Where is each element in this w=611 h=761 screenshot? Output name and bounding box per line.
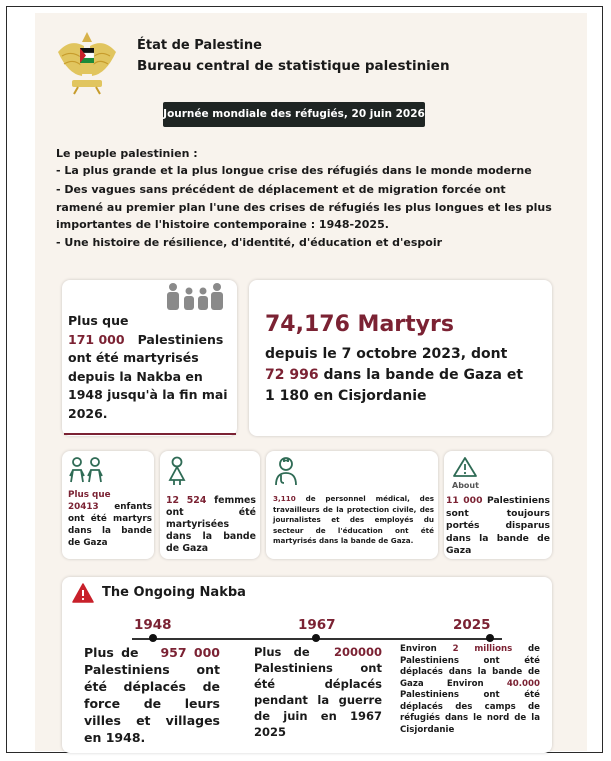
stat-women-rest: femmes ont été martyrisées dans la bande de Gaza	[166, 495, 256, 554]
intro-line-5: - Une histoire de résilience, d'identité, d'éducation et d'espoir	[56, 236, 443, 249]
timeline-1967-rest: Palestiniens ont été déplacés pendant la guerre de juin en 1967 2025	[254, 661, 382, 739]
timeline-2025-pre: Environ	[400, 644, 437, 654]
alert-triangle-icon	[72, 583, 94, 603]
box-left-number: 171 000	[68, 331, 125, 347]
stat-children-text	[68, 489, 152, 549]
timeline-1967-text	[254, 644, 382, 740]
family-icon	[163, 282, 227, 312]
martyrs-since-nakba-text	[68, 312, 234, 423]
martyrs-details	[265, 344, 555, 407]
timeline-year-2025: 2025	[453, 617, 491, 633]
stat-missing-text	[446, 495, 550, 558]
timeline-1948-rest: Palestiniens ont été déplacés de force de leurs villes et villages en 1948.	[84, 662, 220, 745]
timeline-1967-pre: Plus de	[254, 645, 310, 659]
timeline-year-1967: 1967	[298, 617, 336, 633]
timeline-1948-pre: Plus de	[84, 645, 139, 660]
stat-medical-text	[273, 494, 434, 547]
timeline-2025-number-2: 40.000	[506, 678, 540, 689]
woman-icon	[166, 456, 188, 486]
box-right-gaza-number: 72 996	[265, 367, 319, 383]
timeline-year-1948: 1948	[134, 617, 172, 633]
stat-children-rest: ont été martyrs dans la bande de Gaza	[68, 514, 152, 548]
header-state: État de Palestine	[137, 38, 262, 53]
intro-line-1: - La plus grande et la plus longue crise des réfugiés dans le monde moderne	[56, 164, 532, 177]
timeline-title: The Ongoing Nakba	[102, 585, 246, 600]
intro-line-4: importantes de l'histoire contemporaine : 1948-2025.	[56, 218, 389, 231]
doctor-icon	[272, 456, 300, 486]
stat-missing-rest: Palestiniens sont toujours portés disparus dans la bande de Gaza	[446, 495, 550, 556]
box-right-line-1: depuis le 7 octobre 2023, dont	[265, 346, 508, 362]
stat-children-pre: Plus que	[68, 490, 111, 500]
intro-heading: Le peuple palestinien :	[56, 147, 198, 160]
box-right-line-2: dans la bande de Gaza et	[318, 367, 524, 383]
timeline-2025-number: 2 millions	[452, 644, 513, 654]
children-icon	[68, 456, 104, 484]
timeline-dot-1967	[312, 634, 320, 642]
stat-children-word: enfants	[114, 502, 152, 512]
timeline-2025-rest-2: Palestiniens ont été déplacés des camps de réfugiés dans le nord de la Cisjordanie	[400, 690, 540, 735]
intro-line-2: - Des vagues sans précédent de déplacement et de migration forcée ont	[56, 183, 506, 196]
stat-women-number: 12 524	[166, 495, 207, 506]
timeline-dot-2025	[486, 634, 494, 642]
box-left-rest: ont été martyrisés depuis la Nakba en 1948 jusqu'à la fin mai 2026.	[68, 350, 228, 421]
timeline-2025-text	[400, 644, 540, 736]
box-right-line-3: 1 180 en Cisjordanie	[265, 388, 427, 404]
stat-children-number: 20413	[68, 502, 99, 512]
timeline-2025-pre-2: Environ	[446, 678, 484, 689]
timeline-1948-text	[84, 644, 220, 746]
timeline-2025-rest: de Palestiniens ont été déplacés dans la bande de Gaza	[400, 644, 540, 689]
intro-line-3: ramené au premier plan l'une des crises de réfugiés les plus longues et les plus	[56, 201, 552, 214]
warning-icon	[452, 456, 478, 478]
stat-missing-number: 11 000	[446, 495, 483, 506]
timeline-dot-1948	[149, 634, 157, 642]
accent-underline	[64, 433, 236, 435]
stat-medical-number: 3,110	[273, 494, 296, 503]
box-left-word: Palestiniens	[137, 331, 224, 347]
date-banner: Journée mondiale des réfugiés, 20 juin 2026	[163, 102, 425, 127]
timeline-1948-number: 957 000	[160, 645, 220, 660]
stat-missing-label: About	[452, 481, 479, 490]
palestine-emblem-icon	[52, 24, 122, 96]
martyrs-total: 74,176 Martyrs	[265, 312, 454, 337]
header-bureau: Bureau central de statistique palestinien	[137, 58, 450, 74]
box-left-pre: Plus que	[68, 313, 129, 328]
stat-women-text	[166, 495, 256, 555]
timeline-1967-number: 200000	[334, 645, 383, 659]
stat-medical-rest: de personnel médical, des travailleurs de la protection civile, des journalistes et des employés du secteur de l'éducation ont été martyrisés dans la bande de Gaza.	[273, 494, 434, 545]
